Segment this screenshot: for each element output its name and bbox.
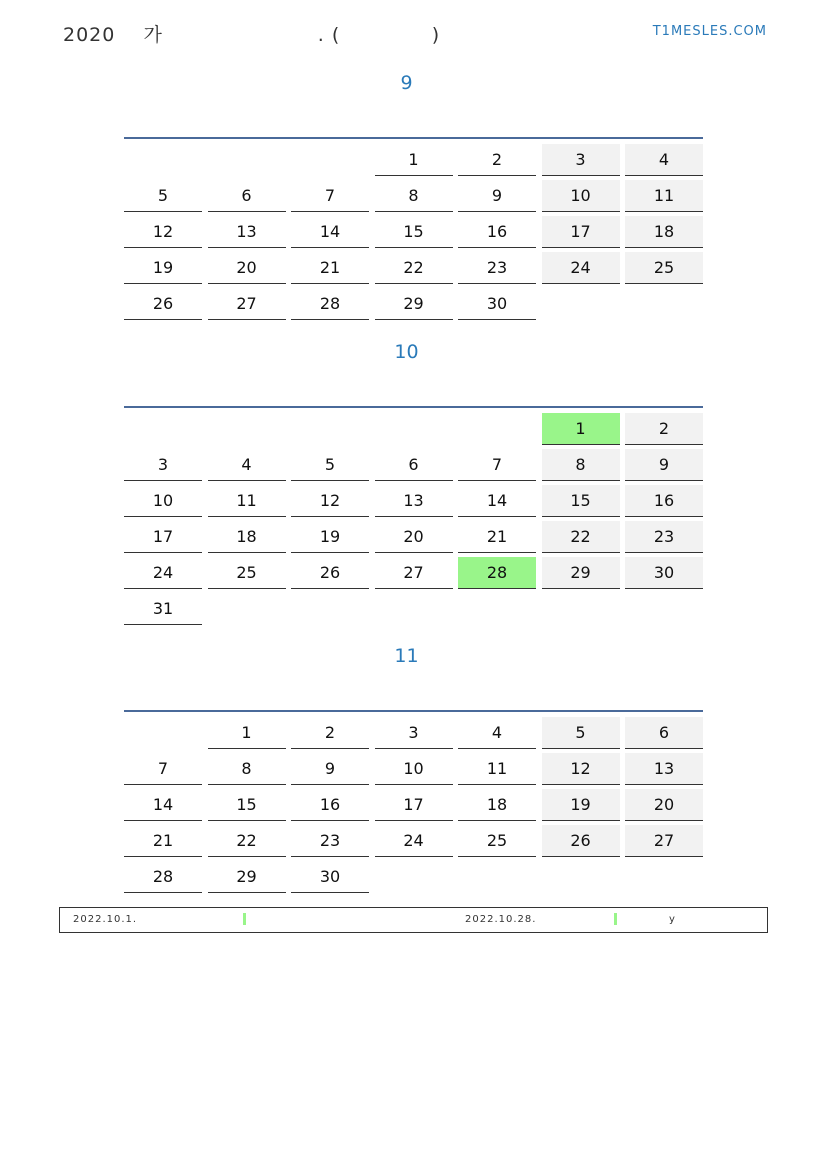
calendar-day[interactable]: 14 <box>291 216 369 248</box>
calendar-grid <box>124 144 703 320</box>
calendar-grid <box>124 717 703 893</box>
calendar-november <box>124 710 703 893</box>
calendar-day[interactable]: 23 <box>625 521 703 553</box>
calendar-day[interactable]: 15 <box>542 485 620 517</box>
calendar-day[interactable]: 21 <box>458 521 536 553</box>
calendar-day[interactable]: 12 <box>291 485 369 517</box>
page-title: 2020 가 . ( ) <box>63 24 441 46</box>
calendar-day[interactable]: 28 <box>124 861 202 893</box>
calendar-day[interactable]: 11 <box>458 753 536 785</box>
calendar-day[interactable]: 25 <box>208 557 286 589</box>
calendar-day[interactable]: 18 <box>625 216 703 248</box>
calendar-day[interactable]: 5 <box>291 449 369 481</box>
calendar-day[interactable]: 27 <box>625 825 703 857</box>
calendar-day[interactable]: 3 <box>124 449 202 481</box>
calendar-day[interactable]: 29 <box>208 861 286 893</box>
calendar-day[interactable]: 20 <box>375 521 453 553</box>
calendar-day[interactable]: 2 <box>458 144 536 176</box>
calendar-day[interactable]: 23 <box>291 825 369 857</box>
legend-holiday-marker <box>243 913 246 925</box>
calendar-day[interactable]: 11 <box>208 485 286 517</box>
calendar-day[interactable]: 6 <box>625 717 703 749</box>
calendar-day[interactable]: 8 <box>208 753 286 785</box>
calendar-day[interactable]: 4 <box>625 144 703 176</box>
calendar-day[interactable]: 16 <box>458 216 536 248</box>
calendar-rule <box>124 137 703 139</box>
calendar-empty-cell <box>208 413 286 445</box>
calendar-day[interactable]: 16 <box>291 789 369 821</box>
calendar-day[interactable]: 6 <box>375 449 453 481</box>
calendar-october <box>124 406 703 625</box>
calendar-empty-cell <box>291 413 369 445</box>
calendar-day[interactable]: 2 <box>625 413 703 445</box>
calendar-day[interactable]: 8 <box>542 449 620 481</box>
calendar-day[interactable]: 19 <box>542 789 620 821</box>
calendar-day[interactable]: 13 <box>625 753 703 785</box>
calendar-day[interactable]: 20 <box>208 252 286 284</box>
calendar-day[interactable]: 27 <box>375 557 453 589</box>
calendar-empty-cell <box>208 144 286 176</box>
calendar-day[interactable]: 8 <box>375 180 453 212</box>
calendar-empty-cell <box>124 717 202 749</box>
calendar-day[interactable]: 10 <box>542 180 620 212</box>
calendar-day[interactable]: 12 <box>542 753 620 785</box>
legend-date-1: 2022.10.1. <box>73 914 138 925</box>
calendar-day[interactable]: 9 <box>291 753 369 785</box>
calendar-rule <box>124 406 703 408</box>
calendar-day[interactable]: 5 <box>542 717 620 749</box>
calendar-day[interactable]: 4 <box>458 717 536 749</box>
calendar-day[interactable]: 7 <box>291 180 369 212</box>
calendar-day[interactable]: 24 <box>542 252 620 284</box>
calendar-day[interactable]: 26 <box>542 825 620 857</box>
calendar-day[interactable]: 26 <box>124 288 202 320</box>
calendar-day[interactable]: 1 <box>208 717 286 749</box>
calendar-day[interactable]: 7 <box>458 449 536 481</box>
calendar-day[interactable]: 25 <box>625 252 703 284</box>
calendar-day[interactable]: 25 <box>458 825 536 857</box>
calendar-empty-cell <box>458 413 536 445</box>
calendar-day[interactable]: 5 <box>124 180 202 212</box>
calendar-day[interactable]: 28 <box>458 557 536 589</box>
calendar-day[interactable]: 11 <box>625 180 703 212</box>
calendar-empty-cell <box>124 144 202 176</box>
calendar-day[interactable]: 17 <box>375 789 453 821</box>
calendar-day[interactable]: 30 <box>458 288 536 320</box>
holiday-legend <box>59 907 768 933</box>
calendar-day[interactable]: 16 <box>625 485 703 517</box>
calendar-day[interactable]: 18 <box>208 521 286 553</box>
calendar-september <box>124 137 703 320</box>
calendar-day[interactable]: 24 <box>375 825 453 857</box>
calendar-day[interactable]: 9 <box>458 180 536 212</box>
calendar-day[interactable]: 14 <box>458 485 536 517</box>
calendar-day[interactable]: 9 <box>625 449 703 481</box>
legend-holiday-marker <box>614 913 617 925</box>
calendar-day[interactable]: 21 <box>124 825 202 857</box>
calendar-empty-cell <box>124 413 202 445</box>
calendar-day[interactable]: 22 <box>375 252 453 284</box>
calendar-day[interactable]: 22 <box>208 825 286 857</box>
calendar-day[interactable]: 29 <box>542 557 620 589</box>
calendar-day[interactable]: 15 <box>208 789 286 821</box>
calendar-day[interactable]: 24 <box>124 557 202 589</box>
calendar-day[interactable]: 19 <box>291 521 369 553</box>
calendar-day[interactable]: 14 <box>124 789 202 821</box>
calendar-empty-cell <box>375 413 453 445</box>
month-title-october: 10 <box>394 341 419 363</box>
calendar-day[interactable]: 27 <box>208 288 286 320</box>
legend-note: y <box>669 914 676 925</box>
calendar-day[interactable]: 29 <box>375 288 453 320</box>
calendar-day[interactable]: 2 <box>291 717 369 749</box>
legend-date-2: 2022.10.28. <box>465 914 537 925</box>
month-title-november: 11 <box>394 645 419 667</box>
month-title-september: 9 <box>400 72 413 94</box>
calendar-day[interactable]: 18 <box>458 789 536 821</box>
calendar-day[interactable]: 23 <box>458 252 536 284</box>
calendar-day[interactable]: 1 <box>375 144 453 176</box>
calendar-day[interactable]: 19 <box>124 252 202 284</box>
calendar-empty-cell <box>291 144 369 176</box>
calendar-day[interactable]: 1 <box>542 413 620 445</box>
calendar-day[interactable]: 7 <box>124 753 202 785</box>
site-link[interactable]: T1MESLES.COM <box>652 24 767 39</box>
calendar-day[interactable]: 10 <box>375 753 453 785</box>
calendar-day[interactable]: 15 <box>375 216 453 248</box>
calendar-day[interactable]: 17 <box>124 521 202 553</box>
calendar-day[interactable]: 28 <box>291 288 369 320</box>
calendar-day[interactable]: 4 <box>208 449 286 481</box>
calendar-day[interactable]: 3 <box>375 717 453 749</box>
calendar-day[interactable]: 13 <box>208 216 286 248</box>
calendar-day[interactable]: 6 <box>208 180 286 212</box>
calendar-day[interactable]: 20 <box>625 789 703 821</box>
calendar-day[interactable]: 3 <box>542 144 620 176</box>
calendar-day[interactable]: 12 <box>124 216 202 248</box>
calendar-day[interactable]: 17 <box>542 216 620 248</box>
calendar-rule <box>124 710 703 712</box>
calendar-day[interactable]: 30 <box>291 861 369 893</box>
calendar-day[interactable]: 13 <box>375 485 453 517</box>
calendar-day[interactable]: 30 <box>625 557 703 589</box>
calendar-day[interactable]: 26 <box>291 557 369 589</box>
calendar-grid <box>124 413 703 625</box>
calendar-day[interactable]: 21 <box>291 252 369 284</box>
calendar-day[interactable]: 22 <box>542 521 620 553</box>
calendar-day[interactable]: 10 <box>124 485 202 517</box>
calendar-day[interactable]: 31 <box>124 593 202 625</box>
